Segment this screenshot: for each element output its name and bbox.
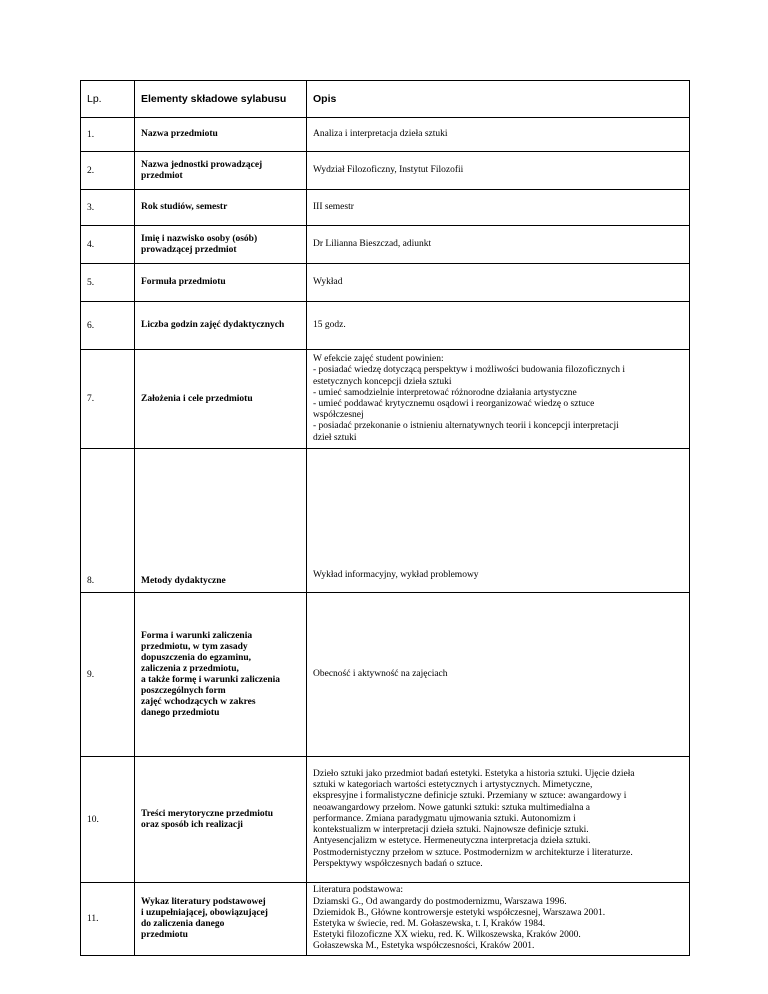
row-label: Nazwa jednostki prowadzącej przedmiot (135, 152, 307, 190)
row-number: 5. (81, 264, 135, 302)
row-label: Liczba godzin zajęć dydaktycznych (135, 302, 307, 350)
table-row (81, 350, 690, 449)
table-row (81, 226, 690, 264)
row-label: Rok studiów, semestr (135, 190, 307, 226)
row-value: Obecność i aktywność na zajęciach (307, 593, 690, 757)
row-label: Imię i nazwisko osoby (osób) prowadzącej przedmiot (135, 226, 307, 264)
row-number: 4. (81, 226, 135, 264)
row-number: 9. (81, 593, 135, 757)
row-value: Dr Lilianna Bieszczad, adiunkt (307, 226, 690, 264)
table-header-row (81, 81, 690, 118)
row-number: 6. (81, 302, 135, 350)
row-value: Literatura podstawowa: Dziamski G., Od awangardy do postmodernizmu, Warszawa 1996. Dziemidok B., Główne kontrowersje estetyki współczesnej, Warszawa 2001. Estetyka w świecie, red. M. Gołaszewska, t. I, Kraków 1984. Estetyki filozoficzne XX wieku, red. K. Wilkoszewska, Kraków 2000. Gołaszewska M., Estetyka współczesności, Kraków 2001. (307, 883, 690, 956)
table-row (81, 264, 690, 302)
row-value: Dzieło sztuki jako przedmiot badań estetyki. Estetyka a historia sztuki. Ujęcie dzieła sztuki w kategoriach wartości estetycznych i artystycznych. Mimetyczne, ekspresyjne i formalistyczne definicje sztuki. Przemiany w sztuce: awangardowy i neoawangardowy przełom. Nowe gatunki sztuki: sztuka multimedialna a performance. Zmiana paradygmatu ujmowania sztuki. Autonomizm i kontekstualizm w interpretacji dzieła sztuki. Najnowsze definicje sztuki. Antyesencjalizm w estetyce. Hermeneutyczna interpretacja dzieła sztuki. Postmodernistyczny przełom w sztuce. Postmodernizm w architekturze i literaturze. Perspektywy współczesnych badań o sztuce. (307, 757, 690, 883)
row-value: III semestr (307, 190, 690, 226)
row-value: Wykład informacyjny, wykład problemowy (307, 449, 690, 593)
row-label: Forma i warunki zaliczenia przedmiotu, w tym zasady dopuszczenia do egzaminu, zaliczenia z przedmiotu, a także formę i warunki zaliczenia poszczególnych form zajęć wchodzących w zakres danego przedmiotu (135, 593, 307, 757)
table-row (81, 190, 690, 226)
row-label: Treści merytoryczne przedmiotu oraz sposób ich realizacji (135, 757, 307, 883)
syllabus-table (80, 80, 690, 956)
table-row (81, 152, 690, 190)
row-number: 7. (81, 350, 135, 449)
row-label: Wykaz literatury podstawowej i uzupełniającej, obowiązującej do zaliczenia danego przedmiotu (135, 883, 307, 956)
row-number: 11. (81, 883, 135, 956)
header-lp: Lp. (81, 81, 135, 118)
table-row (81, 883, 690, 956)
row-value: W efekcie zajęć student powinien: - posiadać wiedzę dotyczącą perspektyw i możliwości budowania filozoficznych i estetycznych koncepcji dzieła sztuki - umieć samodzielnie interpretować różnorodne działania artystyczne - umieć poddawać krytycznemu osądowi i reorganizować wiedzę o sztuce współczesnej - posiadać przekonanie o istnieniu alternatywnych teorii i koncepcji interpretacji dzieł sztuki (307, 350, 690, 449)
row-value: Wydział Filozoficzny, Instytut Filozofii (307, 152, 690, 190)
row-number: 8. (81, 449, 135, 593)
row-number: 1. (81, 118, 135, 152)
row-label: Założenia i cele przedmiotu (135, 350, 307, 449)
table-row (81, 302, 690, 350)
row-value: Wykład (307, 264, 690, 302)
row-label: Nazwa przedmiotu (135, 118, 307, 152)
table-row (81, 593, 690, 757)
row-number: 2. (81, 152, 135, 190)
row-number: 10. (81, 757, 135, 883)
row-label: Formuła przedmiotu (135, 264, 307, 302)
row-number: 3. (81, 190, 135, 226)
header-elements: Elementy składowe sylabusu (135, 81, 307, 118)
row-value: Analiza i interpretacja dzieła sztuki (307, 118, 690, 152)
table-row (81, 118, 690, 152)
row-value: 15 godz. (307, 302, 690, 350)
table-row (81, 449, 690, 593)
table-row (81, 757, 690, 883)
header-description: Opis (307, 81, 690, 118)
row-label: Metody dydaktyczne (135, 449, 307, 593)
